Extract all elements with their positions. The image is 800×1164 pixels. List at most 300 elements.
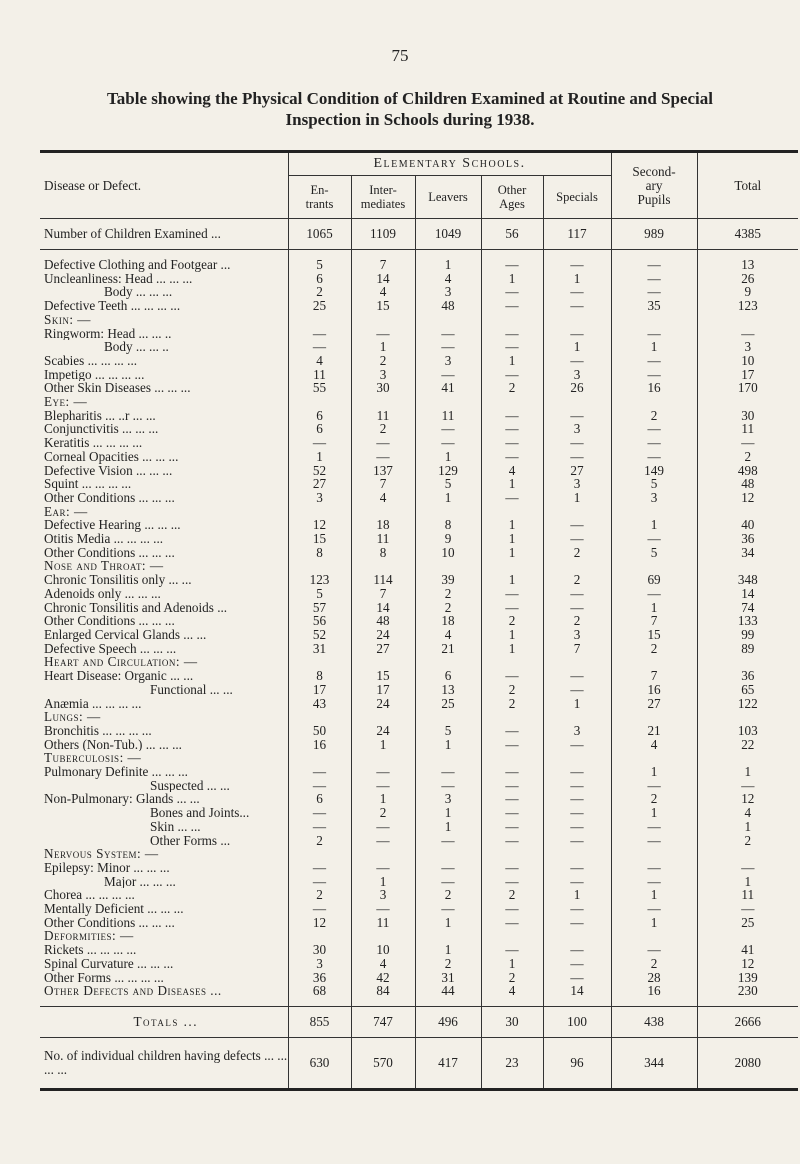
table-cell: 56 [288, 614, 351, 628]
table-row [40, 354, 798, 368]
table-cell: — [611, 450, 697, 464]
table-cell: — [351, 450, 415, 464]
table-cell [611, 313, 697, 327]
table-cell: 25 [415, 697, 481, 711]
table-cell [288, 847, 351, 861]
table-cell: 2 [288, 888, 351, 902]
table-cell [351, 751, 415, 765]
row-label: Other Forms ... ... ... ... [44, 970, 164, 985]
row-label: Other Conditions ... ... ... [44, 490, 175, 505]
examined-cell: 1109 [351, 219, 415, 250]
table-row [40, 724, 798, 738]
table-cell: — [543, 738, 611, 752]
table-cell: 3 [288, 491, 351, 505]
examined-cell: 56 [481, 219, 543, 250]
table-cell: — [481, 409, 543, 423]
table-cell [611, 505, 697, 519]
table-cell: 1 [481, 272, 543, 286]
table-cell [481, 395, 543, 409]
table-row [40, 875, 798, 889]
table-cell: 6 [288, 409, 351, 423]
row-label: Uncleanliness: Head ... ... ... [44, 271, 193, 286]
table-cell: 16 [611, 381, 697, 395]
section-label: Skin: — [44, 312, 91, 327]
table-cell [351, 313, 415, 327]
table-cell [481, 847, 543, 861]
table-cell: — [415, 327, 481, 341]
table-row [40, 792, 798, 806]
table-cell: — [543, 779, 611, 793]
table-row [40, 340, 798, 354]
table-cell: 10 [415, 546, 481, 560]
row-label: Rickets ... ... ... ... [44, 943, 137, 957]
table-cell [481, 313, 543, 327]
table-cell [697, 710, 798, 724]
table-cell: — [481, 792, 543, 806]
table-cell [415, 751, 481, 765]
individual-children-row [40, 1037, 798, 1088]
table-row [40, 902, 798, 916]
table-cell: 122 [697, 697, 798, 711]
table-row [40, 381, 798, 395]
row-label: Chronic Tonsilitis and Adenoids ... [44, 600, 228, 615]
table-cell: 69 [611, 573, 697, 587]
table-cell [543, 710, 611, 724]
table-row [40, 820, 798, 834]
table-cell: 13 [697, 258, 798, 272]
table-cell: — [611, 820, 697, 834]
table-cell: 6 [288, 272, 351, 286]
table-cell: — [543, 450, 611, 464]
table-cell: 2 [697, 450, 798, 464]
table-cell: 11 [351, 532, 415, 546]
row-label: Defective Hearing ... ... ... [44, 518, 181, 533]
table-cell: 16 [611, 984, 697, 998]
row-label: Chorea ... ... ... ... [44, 888, 135, 903]
table-cell: — [543, 354, 611, 368]
examined-label: Number of Children Examined ... [40, 219, 288, 250]
table-cell: 1 [415, 450, 481, 464]
entrants-header: En- trants [288, 176, 351, 219]
table-row [40, 450, 798, 464]
row-label: Epilepsy: Minor ... ... ... [44, 860, 170, 875]
table-cell: — [611, 368, 697, 382]
table-row [40, 546, 798, 560]
table-cell: 1 [543, 491, 611, 505]
table-cell: — [611, 779, 697, 793]
table-cell: 7 [611, 614, 697, 628]
table-cell: 4 [288, 354, 351, 368]
totals-cell: 438 [611, 1006, 697, 1037]
row-label: Heart Disease: Organic ... ... [44, 669, 194, 683]
table-cell: 74 [697, 601, 798, 615]
table-row [40, 477, 798, 491]
table-cell: — [288, 806, 351, 820]
totals-cell: 100 [543, 1006, 611, 1037]
table-cell: 1 [611, 888, 697, 902]
table-cell [611, 751, 697, 765]
table-cell: 24 [351, 724, 415, 738]
table-cell: — [611, 354, 697, 368]
table-cell [611, 847, 697, 861]
table-cell [288, 929, 351, 943]
table-cell: — [543, 875, 611, 889]
title-line-1: Table showing the Physical Condition of Children Examined at Routine and Special [107, 89, 713, 108]
table-cell [351, 929, 415, 943]
other-ages-header: Other Ages [481, 176, 543, 219]
table-cell: — [351, 779, 415, 793]
table-cell: 9 [415, 532, 481, 546]
table-cell: 1 [481, 532, 543, 546]
table-cell: 21 [611, 724, 697, 738]
table-cell: — [543, 957, 611, 971]
table-cell: — [288, 436, 351, 450]
table-cell: 2 [543, 573, 611, 587]
table-cell: 17 [288, 683, 351, 697]
table-cell: — [543, 916, 611, 930]
table-cell: 2 [415, 957, 481, 971]
table-cell: — [481, 669, 543, 683]
table-cell [543, 313, 611, 327]
table-cell: — [543, 327, 611, 341]
table-row [40, 806, 798, 820]
row-label: Pulmonary Definite ... ... ... [44, 765, 188, 779]
table-cell [415, 710, 481, 724]
table-cell: 7 [351, 477, 415, 491]
table-cell: 1 [481, 477, 543, 491]
table-row [40, 409, 798, 423]
table-cell: 50 [288, 724, 351, 738]
table-cell: — [415, 765, 481, 779]
table-cell: — [543, 834, 611, 848]
table-cell: 1 [611, 340, 697, 354]
table-cell: 30 [288, 943, 351, 957]
section-header-row [40, 505, 798, 519]
table-cell: 65 [697, 683, 798, 697]
table-cell: — [481, 724, 543, 738]
table-cell [697, 395, 798, 409]
table-cell: 1 [543, 697, 611, 711]
table-cell: — [611, 861, 697, 875]
table-row [40, 614, 798, 628]
section-label: Nose and Throat: — [44, 559, 164, 574]
table-cell [543, 929, 611, 943]
table-cell: 6 [288, 792, 351, 806]
table-cell: — [351, 327, 415, 341]
table-cell [351, 847, 415, 861]
row-label: Others (Non-Tub.) ... ... ... [44, 737, 182, 752]
table-cell: 129 [415, 464, 481, 478]
table-cell: 3 [611, 491, 697, 505]
table-cell: 3 [415, 285, 481, 299]
table-cell: — [611, 943, 697, 957]
row-label: Corneal Opacities ... ... ... [44, 449, 179, 464]
table-cell: 48 [351, 614, 415, 628]
table-cell: — [288, 861, 351, 875]
table-cell: — [481, 285, 543, 299]
table-row [40, 765, 798, 779]
table-row [40, 957, 798, 971]
table-row [40, 436, 798, 450]
table-cell [697, 751, 798, 765]
individual-label: No. of individual children having defects ... ... ... ... [44, 1047, 288, 1077]
table-cell: 14 [543, 984, 611, 998]
examined-cell: 989 [611, 219, 697, 250]
table-cell: 5 [415, 477, 481, 491]
table-cell: — [543, 820, 611, 834]
table-cell: 1 [611, 806, 697, 820]
table-cell: 27 [543, 464, 611, 478]
totals-cell: 855 [288, 1006, 351, 1037]
table-row [40, 984, 798, 998]
table-cell [288, 559, 351, 573]
table-cell [351, 505, 415, 519]
table-cell: — [611, 258, 697, 272]
table-cell [415, 559, 481, 573]
table-cell: 5 [415, 724, 481, 738]
table-cell: 8 [415, 518, 481, 532]
table-cell: 1 [415, 491, 481, 505]
table-row [40, 683, 798, 697]
table-cell [415, 505, 481, 519]
table-cell: 8 [288, 546, 351, 560]
table-cell: — [611, 875, 697, 889]
table-cell: 4 [351, 285, 415, 299]
table-cell: 28 [611, 971, 697, 985]
table-cell: 1 [415, 738, 481, 752]
row-label: Squint ... ... ... ... [44, 477, 132, 491]
table-cell [611, 710, 697, 724]
table-row [40, 573, 798, 587]
table-cell [288, 313, 351, 327]
table-cell: 2 [611, 957, 697, 971]
table-cell: 123 [697, 299, 798, 313]
section-label: Lungs: — [44, 710, 101, 724]
table-cell: — [481, 779, 543, 793]
table-cell [415, 313, 481, 327]
row-label: Scabies ... ... ... ... [44, 353, 138, 368]
table-cell: — [697, 436, 798, 450]
table-cell: 35 [611, 299, 697, 313]
table-cell: 10 [697, 354, 798, 368]
table-cell [543, 395, 611, 409]
table-cell: — [415, 834, 481, 848]
table-cell: 16 [611, 683, 697, 697]
table-cell: 8 [351, 546, 415, 560]
table-cell: 3 [543, 477, 611, 491]
table-cell: — [543, 299, 611, 313]
table-row [40, 943, 798, 957]
specials-header: Specials [543, 176, 611, 219]
table-cell: 26 [543, 381, 611, 395]
table-cell: — [543, 943, 611, 957]
table-cell: 5 [611, 546, 697, 560]
table-cell [415, 929, 481, 943]
table-cell: 40 [697, 518, 798, 532]
table-cell [543, 847, 611, 861]
row-label: Functional ... ... [150, 682, 233, 697]
table-cell: 3 [351, 888, 415, 902]
table-cell: — [481, 820, 543, 834]
table-cell: 18 [415, 614, 481, 628]
row-label: Other Conditions ... ... ... [44, 614, 175, 628]
individual-cell: 344 [611, 1037, 697, 1088]
table-cell: — [611, 532, 697, 546]
table-cell: 16 [288, 738, 351, 752]
table-cell: 2 [481, 683, 543, 697]
table-cell: — [288, 902, 351, 916]
table-cell: 5 [611, 477, 697, 491]
row-label: Anæmia ... ... ... ... [44, 696, 142, 711]
table-cell: 2 [481, 971, 543, 985]
table-cell: 57 [288, 601, 351, 615]
table-cell: 25 [288, 299, 351, 313]
table-cell: 21 [415, 642, 481, 656]
table-row [40, 272, 798, 286]
table-cell: 27 [351, 642, 415, 656]
table-cell: 2 [351, 806, 415, 820]
table-cell: — [543, 258, 611, 272]
table-cell: 4 [611, 738, 697, 752]
table-cell: 9 [697, 285, 798, 299]
table-cell: 1 [543, 272, 611, 286]
row-label: Other Skin Diseases ... ... ... [44, 381, 191, 396]
table-cell: — [351, 834, 415, 848]
section-header-row [40, 559, 798, 573]
table-cell: 11 [415, 409, 481, 423]
table-cell: 1 [611, 916, 697, 930]
table-cell: 36 [288, 971, 351, 985]
totals-row [40, 1006, 798, 1037]
section-label: Heart and Circulation: — [44, 655, 198, 670]
table-cell: — [481, 738, 543, 752]
table-cell: 114 [351, 573, 415, 587]
table-cell: — [415, 902, 481, 916]
table-cell: 12 [288, 518, 351, 532]
table-cell: — [611, 834, 697, 848]
table-cell: 170 [697, 381, 798, 395]
table-cell: — [288, 765, 351, 779]
table-cell [481, 710, 543, 724]
table-cell: — [697, 779, 798, 793]
table-row [40, 491, 798, 505]
table-cell: 11 [697, 888, 798, 902]
table-cell: — [611, 587, 697, 601]
table-cell: 1 [543, 340, 611, 354]
table-cell: 1 [481, 642, 543, 656]
individual-cell: 570 [351, 1037, 415, 1088]
table-cell: — [481, 436, 543, 450]
table-cell: — [351, 861, 415, 875]
table-cell: 3 [415, 354, 481, 368]
table-cell: — [481, 327, 543, 341]
table-cell: 1 [415, 916, 481, 930]
table-cell: 139 [697, 971, 798, 985]
table-cell: — [543, 806, 611, 820]
table-cell: 103 [697, 724, 798, 738]
table-cell: 7 [611, 669, 697, 683]
table-row [40, 738, 798, 752]
table-row [40, 834, 798, 848]
table-cell: 15 [288, 532, 351, 546]
table-cell [481, 929, 543, 943]
row-label: Blepharitis ... ..r ... ... [44, 408, 156, 423]
table-cell: 1 [697, 765, 798, 779]
leavers-header: Leavers [415, 176, 481, 219]
table-cell: — [351, 436, 415, 450]
table-cell: 4 [351, 491, 415, 505]
examined-cell: 117 [543, 219, 611, 250]
table-cell: — [481, 299, 543, 313]
table-cell: 1 [481, 628, 543, 642]
table-row [40, 971, 798, 985]
table-cell: 2 [697, 834, 798, 848]
table-cell: 55 [288, 381, 351, 395]
table-cell: — [543, 792, 611, 806]
table-cell: — [288, 327, 351, 341]
table-row [40, 779, 798, 793]
row-label: Adenoids only ... ... ... [44, 586, 161, 601]
table-cell: — [543, 601, 611, 615]
table-row [40, 669, 798, 683]
table-cell: 2 [288, 834, 351, 848]
elementary-schools-header: Elementary Schools. [288, 153, 611, 176]
table-cell [351, 655, 415, 669]
table-cell: 1 [697, 875, 798, 889]
table-cell: 11 [288, 368, 351, 382]
table-cell: — [543, 532, 611, 546]
examined-cell: 1049 [415, 219, 481, 250]
table-cell: — [288, 875, 351, 889]
row-label: Ringworm: Head ... ... .. [44, 326, 172, 341]
table-cell: 68 [288, 984, 351, 998]
table-cell: 2 [415, 587, 481, 601]
table-cell: 12 [697, 491, 798, 505]
table-cell: — [481, 422, 543, 436]
table-cell: — [288, 340, 351, 354]
table-cell [697, 505, 798, 519]
table-row [40, 888, 798, 902]
table-cell: 34 [697, 546, 798, 560]
table-cell [543, 559, 611, 573]
table-cell: 12 [288, 916, 351, 930]
individual-cell: 96 [543, 1037, 611, 1088]
table-cell: — [351, 902, 415, 916]
table-cell: 5 [288, 258, 351, 272]
table-row [40, 697, 798, 711]
table-cell: — [611, 902, 697, 916]
row-label: Other Conditions ... ... ... [44, 545, 175, 560]
table-cell: 3 [415, 792, 481, 806]
individual-cell: 2080 [697, 1037, 798, 1088]
table-cell: 1 [481, 546, 543, 560]
table-cell: 3 [543, 422, 611, 436]
table-cell: 2 [481, 614, 543, 628]
table-cell: 26 [697, 272, 798, 286]
table-cell [543, 655, 611, 669]
table-cell: 4 [415, 272, 481, 286]
table-cell: 7 [543, 642, 611, 656]
row-label: Suspected ... ... [150, 778, 230, 793]
row-label: Keratitis ... ... ... ... [44, 436, 143, 450]
row-label: Non-Pulmonary: Glands ... ... [44, 792, 200, 807]
table-cell: 36 [697, 669, 798, 683]
table-cell: — [481, 916, 543, 930]
table-cell: 7 [351, 587, 415, 601]
table-cell: 41 [415, 381, 481, 395]
table-cell: 1 [351, 340, 415, 354]
table-cell: 1 [481, 573, 543, 587]
